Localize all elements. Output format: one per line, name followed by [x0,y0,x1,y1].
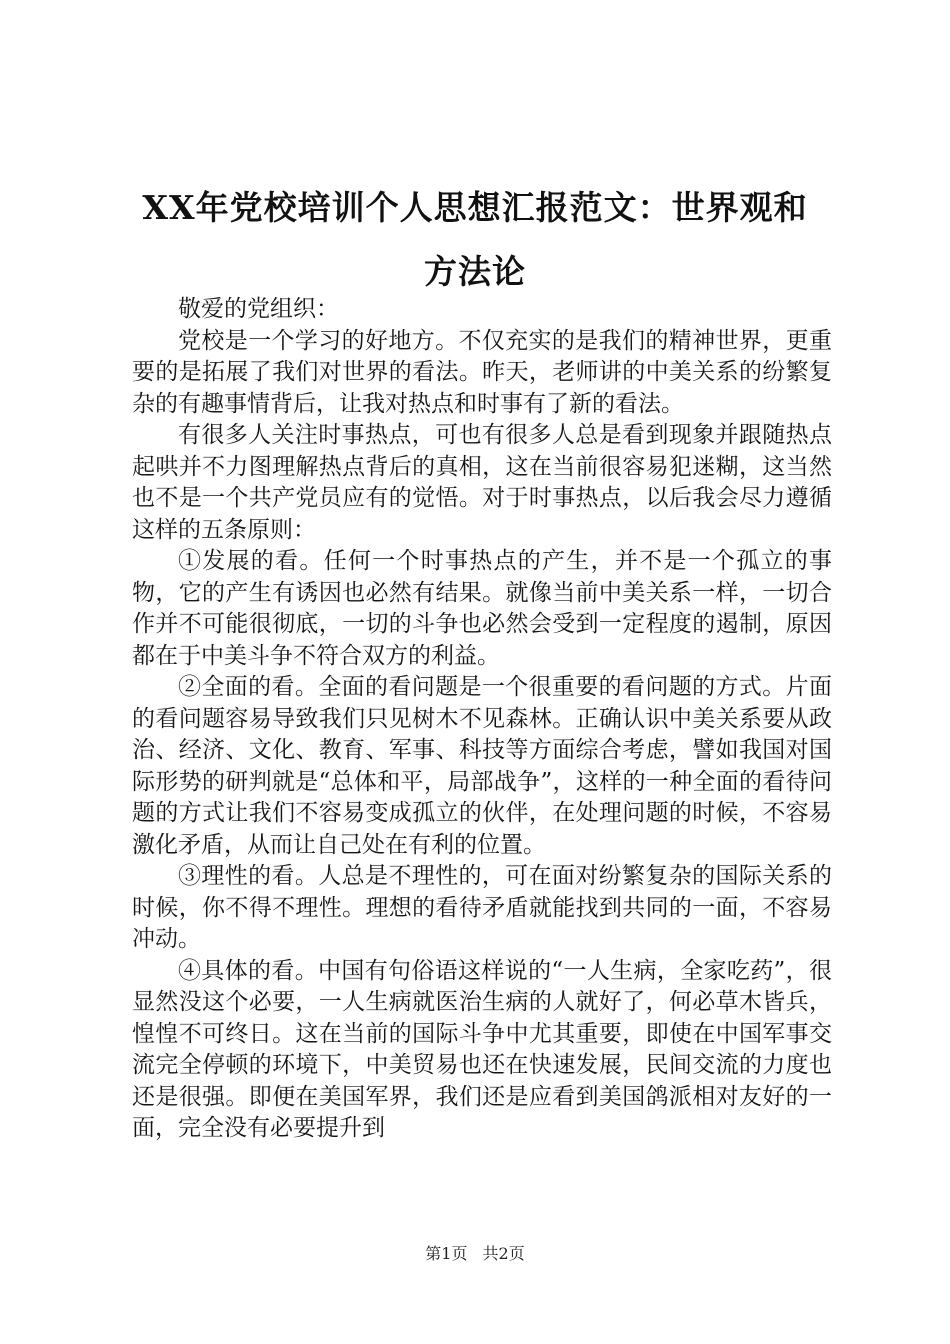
document-body [132,294,832,1145]
page-number: 第1页 [425,1244,468,1263]
title-line-2: 方法论 [424,252,526,291]
salutation: 敬爱的党组织： [178,296,339,322]
title-line-1: XX年党校培训个人思想汇报范文：世界观和 [142,188,808,227]
paragraph-intro: 党校是一个学习的好地方。不仅充实的是我们的精神世界，更重要的是拓展了我们对世界的看法。昨天，老师讲的中美关系的纷繁复杂的有趣事情背后，让我对热点和时事有了新的看法。 [132,327,832,417]
page-total: 共2页 [482,1244,525,1263]
paragraph-principle-1: ①发展的看。任何一个时事热点的产生，并不是一个孤立的事物，它的产生有诱因也必然有结果。就像当前中美关系一样，一切合作并不可能很彻底，一切的斗争也必然会受到一定程度的遏制，原因都在于中美斗争不符合双方的利益。 [132,548,832,669]
paragraph-principle-3: ③理性的看。人总是不理性的，可在面对纷繁复杂的国际关系的时候，你不得不理性。理想的看待矛盾就能找到共同的一面，不容易冲动。 [132,863,832,952]
document-title [110,176,840,304]
paragraph-hotspots: 有很多人关注时事热点，可也有很多人总是看到现象并跟随热点起哄并不力图理解热点背后的真相，这在当前很容易犯迷糊，这当然也不是一个共产党员应有的觉悟。对于时事热点，以后我会尽力遵循这样的五条原则： [132,422,832,543]
page-footer [0,1243,950,1265]
paragraph-principle-4: ④具体的看。中国有句俗语这样说的“一人生病，全家吃药”，很显然没这个必要，一人生病就医治生病的人就好了，何必草木皆兵，惶惶不可终日。这在当前的国际斗争中尤其重要，即使在中国军事交流完全停顿的环境下，中美贸易也还在快速发展，民间交流的力度也还是很强。即便在美国军界，我们还是应看到美国鸽派相对友好的一面，完全没有必要提升到 [132,957,832,1141]
paragraph-principle-2: ②全面的看。全面的看问题是一个很重要的看问题的方式。片面的看问题容易导致我们只见树木不见森林。正确认识中美关系要从政治、经济、文化、教育、军事、科技等方面综合考虑，譬如我国对国际形势的研判就是“总体和平，局部战争”，这样的一种全面的看待问题的方式让我们不容易变成孤立的伙伴，在处理问题的时候，不容易激化矛盾，从而让自己处在有利的位置。 [132,674,832,858]
